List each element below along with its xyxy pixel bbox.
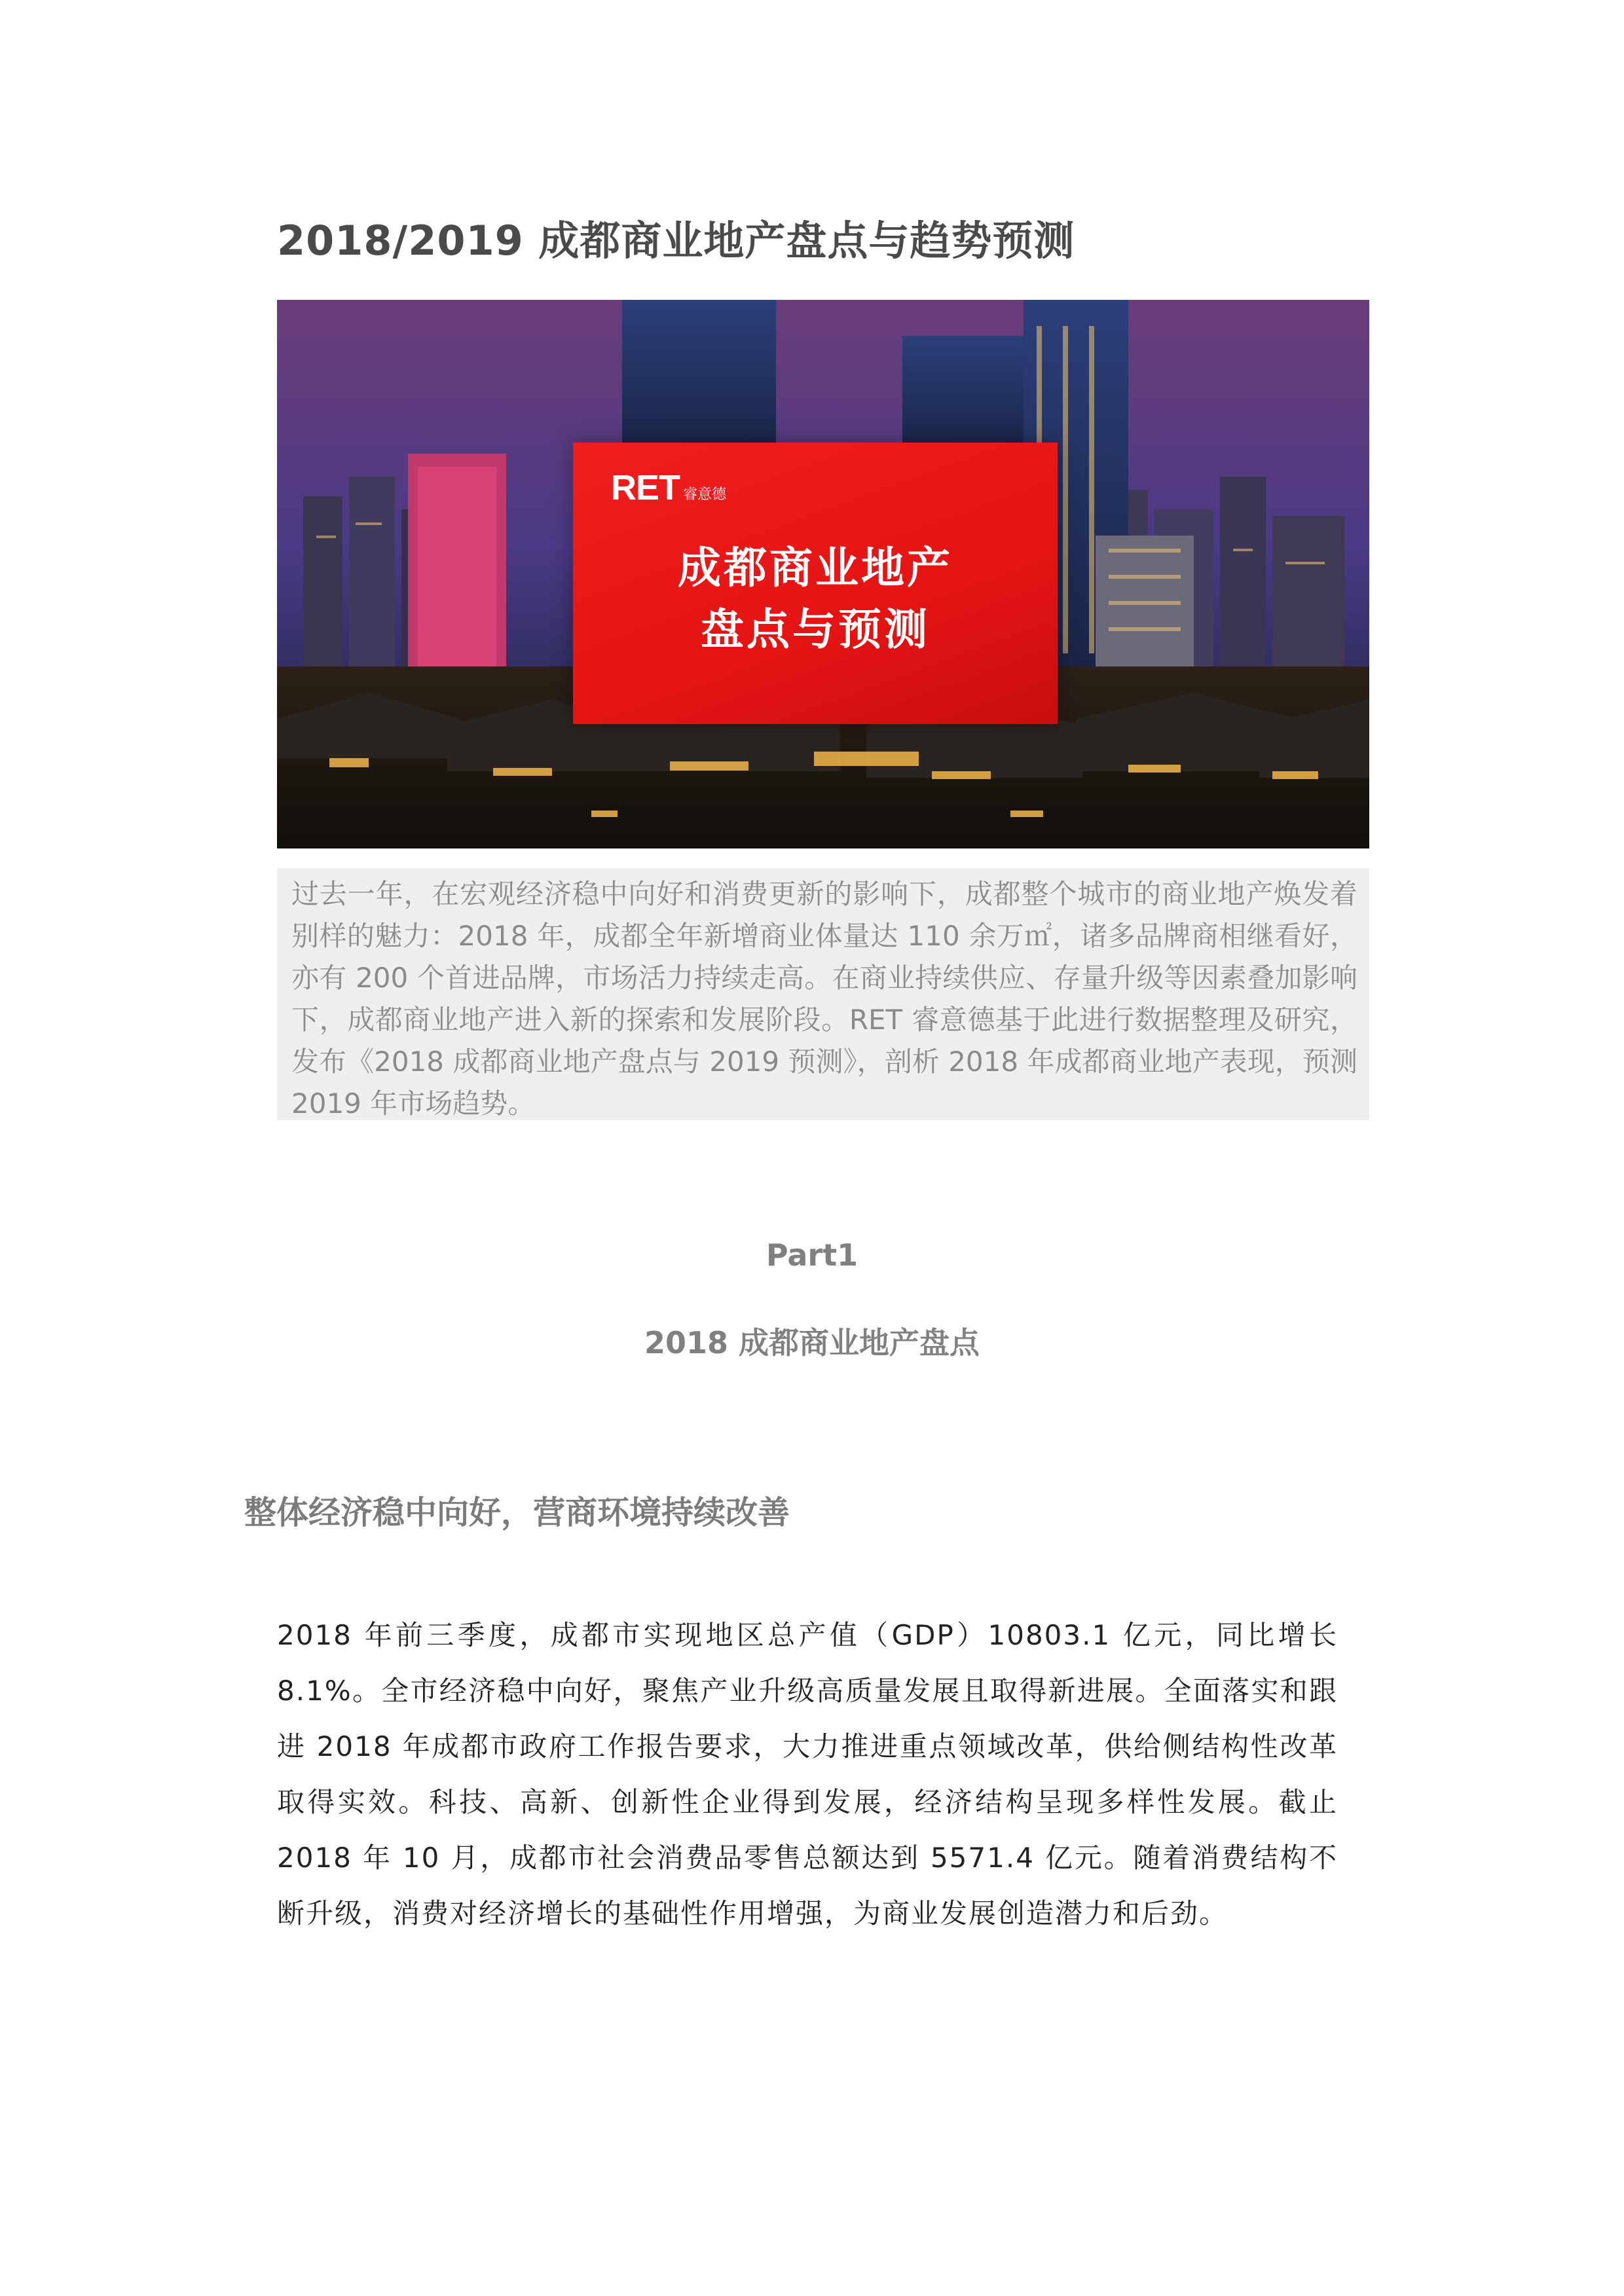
document-title: 2018/2019 成都商业地产盘点与趋势预测 — [277, 217, 1075, 264]
hero-title-line1: 成都商业地产 — [678, 542, 953, 593]
ret-logo-cn: 睿意德 — [683, 486, 727, 503]
summary-box — [277, 868, 1369, 1120]
hero-title-line2: 盘点与预测 — [701, 604, 930, 655]
section-heading: 整体经济稳中向好，营商环境持续改善 — [244, 1494, 790, 1531]
hero-image — [277, 300, 1369, 848]
part-title: 2018 成都商业地产盘点 — [644, 1325, 980, 1360]
brand-overlay-box — [573, 443, 1058, 724]
section-body — [277, 1607, 1338, 1941]
section-paragraph: 2018 年前三季度，成都市实现地区总产值（GDP）10803.1 亿元，同比增长 8.1%。全市经济稳中向好，聚焦产业升级高质量发展且取得新进展。全面落实和跟进 2018 年成都市政府工作报告要求，大力推进重点领域改革，供给侧结构性改革取得实效。科技、高新、创新性企业得到发展，经济结构呈现多样性发展。截止 2018 年 10 月，成都市社会消费品零售总额达到 5571.4 亿元。随着消费结构不断升级，消费对经济增长的基础性作用增强，为商业发展创造潜力和后劲。 — [277, 1619, 1338, 1929]
ret-logo: RET — [611, 468, 680, 507]
part-label: Part1 — [766, 1237, 858, 1273]
summary-text: 过去一年，在宏观经济稳中向好和消费更新的影响下，成都整个城市的商业地产焕发着别样的魅力：2018 年，成都全年新增商业体量达 110 余万㎡，诸多品牌商相继看好，亦有 200 个首进品牌，市场活力持续走高。在商业持续供应、存量升级等因素叠加影响下，成都商业地产进入新的探索和发展阶段。RET 睿意德基于此进行数据整理及研究，发布《2018 成都商业地产盘点与 2019 预测》，剖析 2018 年成都商业地产表现，预测 2019 年市场趋势。 — [291, 878, 1357, 1120]
